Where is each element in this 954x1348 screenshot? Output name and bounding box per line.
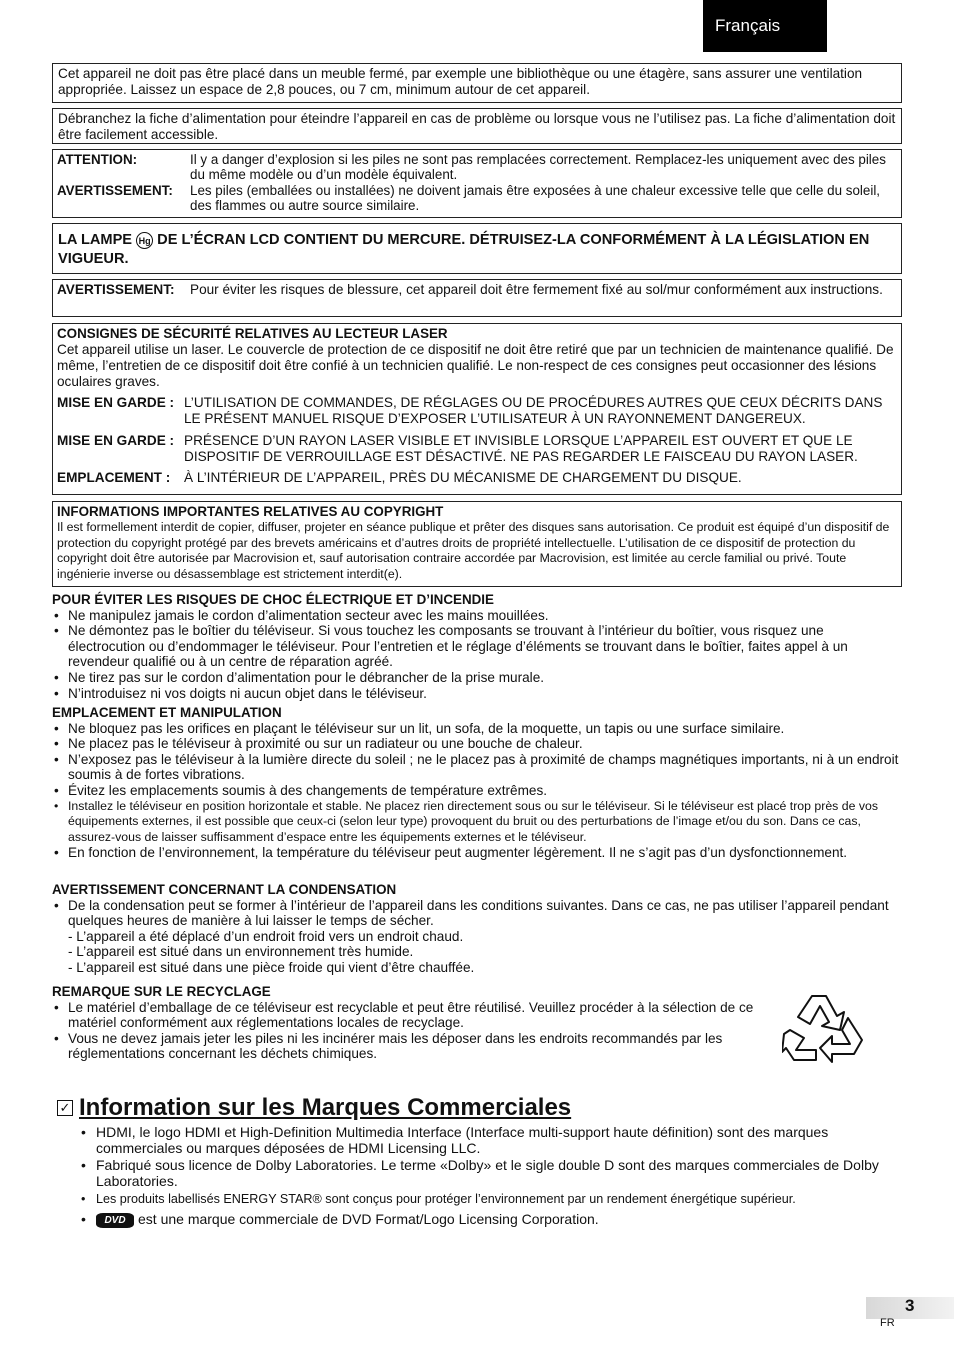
laser-safety-box <box>52 323 902 495</box>
list-item: • Le matériel d’emballage de ce téléviseur est recyclable et peut être réutilisé. Veuillez procéder à la sélection de ce matériel conformément aux réglementations locales de recyclage. <box>52 1000 767 1031</box>
list-item: • N’introduisez ni vos doigts ni aucun objet dans le téléviseur. <box>52 686 902 702</box>
recycling-section <box>52 984 767 1062</box>
shock-title: POUR ÉVITER LES RISQUES DE CHOC ÉLECTRIQUE ET D’INCENDIE <box>52 592 494 607</box>
battery-notice <box>52 149 902 218</box>
trademarks-list <box>80 1124 892 1228</box>
laser-title: CONSIGNES DE SÉCURITÉ RELATIVES AU LECTEUR LASER <box>57 326 448 341</box>
condensation-sub-3: - L’appareil est situé dans une pièce froide qui vient d’être chauffée. <box>68 959 475 975</box>
recycling-title: REMARQUE SUR LE RECYCLAGE <box>52 984 271 999</box>
list-item: • N’exposez pas le téléviseur à la lumière directe du soleil ; ne le placez pas à proximité de champs magnétiques importants, ni à un endroit soumis à de fortes vibrations. <box>52 752 902 783</box>
mercury-hg-icon: Hg <box>136 232 153 249</box>
attention-label: ATTENTION: <box>57 152 138 167</box>
laser-intro: Cet appareil utilise un laser. Le couvercle de protection de ce dispositif ne doit être retiré que par un technicien de maintenance qualifié. De même, l’entretien de ce dispositif doit être confié à un technicien qualifié. Le non-respect de ces consignes peut occasionner des lésions oculaires graves. <box>57 342 894 389</box>
list-item: • Ne démontez pas le boîtier du téléviseur. Si vous touchez les composants se trouvant à l’intérieur du boîtier, vous risquez une électrocution ou d’endommager le téléviseur. Pour l’entretien et le réglage d’éléments se trouvant dans le boîtier, faites appel à un revendeur qualifié ou à un centre de réparation agréé. <box>52 623 902 670</box>
placement-list <box>52 721 902 861</box>
condensation-section <box>52 882 902 976</box>
laser-caution1-row <box>57 395 897 427</box>
list-item: • Vous ne devez jamais jeter les piles ni les incinérer mais les déposer dans les endroits recommandés par les réglementations concernant les déchets chimiques. <box>52 1031 767 1062</box>
shock-section <box>52 592 902 701</box>
laser-location-text: À L’INTÉRIEUR DE L’APPAREIL, PRÈS DU MÉCANISME DE CHARGEMENT DU DISQUE. <box>184 470 742 485</box>
laser-caution1-label: MISE EN GARDE : <box>57 395 175 410</box>
list-item <box>80 1211 892 1228</box>
fixing-warning-row <box>57 282 897 298</box>
recycling-list <box>52 1000 767 1062</box>
list-item: • Ne bloquez pas les orifices en plaçant le téléviseur sur un lit, un sofa, de la moquette, un tapis ou une surface similaire. <box>52 721 902 737</box>
list-item: • Ne tirez pas sur le cordon d’alimentation pour le débrancher de la prise murale. <box>52 670 902 686</box>
mercury-before: LA LAMPE <box>58 232 133 248</box>
fixing-warning-text: Pour éviter les risques de blessure, cet appareil doit être fermement fixé au sol/mur conformément aux instructions. <box>190 282 883 297</box>
language-tab: Français <box>703 0 827 52</box>
list-item: • De la condensation peut se former à l’intérieur de l’appareil dans les conditions suivantes. Dans ce cas, ne pas utiliser l’appareil pendant quelques heures de manière à lui laisser le temps de sécher. <box>52 898 902 929</box>
list-item: • En fonction de l’environnement, la température du téléviseur peut augmenter légèrement. Il ne s’agit pas d’un dysfonctionnement. <box>52 845 902 861</box>
list-item: • Ne manipulez jamais le cordon d’alimentation secteur avec les mains mouillées. <box>52 608 902 624</box>
dvd-logo-icon: DVD <box>96 1213 134 1228</box>
condensation-sub-2: - L’appareil est situé dans un environnement très humide. <box>68 944 414 960</box>
checkbox-icon: ✓ <box>57 1100 73 1116</box>
list-item: • Installez le téléviseur en position horizontale et stable. Ne placez rien directement sous ou sur le téléviseur. Si le téléviseur est placé trop près de vos équipements externes, il est possible que ceux-ci (selon leur type) provoquent du bruit ou des perturbations de l’image et/ou du son. Dans ce cas, assurez-vous de laisser suffisamment d’espace entre les équipements externes et le téléviseur. <box>52 799 902 846</box>
dvd-text: est une marque commerciale de DVD Format/Logo Licensing Corporation. <box>138 1211 599 1228</box>
warning-row <box>57 183 897 214</box>
mercury-after: DE L’ÉCRAN LCD CONTIENT DU MERCURE. DÉTRUISEZ-LA CONFORMÉMENT À LA LÉGISLATION EN VIGUEUR. <box>58 232 870 267</box>
list-item: • Fabriqué sous licence de Dolby Laboratories. Le terme «Dolby» et le sigle double D sont des marques commerciales de Dolby Laboratories. <box>80 1157 892 1190</box>
warning-text: Les piles (emballées ou installées) ne doivent jamais être exposées à une chaleur excessive telle que celle du soleil, des flammes ou autre source similaire. <box>190 182 881 214</box>
copyright-title: INFORMATIONS IMPORTANTES RELATIVES AU COPYRIGHT <box>57 504 444 519</box>
condensation-title: AVERTISSEMENT CONCERNANT LA CONDENSATION <box>52 882 397 897</box>
warning-label: AVERTISSEMENT: <box>57 182 173 198</box>
laser-location-label: EMPLACEMENT : <box>57 470 171 485</box>
laser-caution1-text: L’UTILISATION DE COMMANDES, DE RÉGLAGES OU DE PROCÉDURES AUTRES QUE CEUX DÉCRITS DANS LE PRÉSENT MANUEL RISQUE D’EXPOSER L’UTILISATEUR À UN RAYONNEMENT DANGEREUX. <box>184 395 883 426</box>
recycle-icon <box>782 990 866 1066</box>
list-item: • Évitez les emplacements soumis à des changements de température extrêmes. <box>52 783 902 799</box>
copyright-text: Il est formellement interdit de copier, diffuser, projeter en séance publique et prêter des disques sans autorisation. Ce produit est équipé d’un dispositif de protection du copyright protégé par des brevets américains et d’autres droits de propriété intellectuelle. L’utilisation de ce dispositif de protection du copyright doit être autorisée par Macrovision et, sauf autorisation contraire accordée par Macrovision, est limitée au cercle familial ou privé. Toute ingénierie inverse ou désassemblage est strictement interdit(e). <box>57 519 890 582</box>
shock-list <box>52 608 902 702</box>
language-code: FR <box>880 1317 895 1329</box>
placement-section <box>52 705 902 861</box>
attention-text: Il y a danger d’explosion si les piles ne sont pas remplacées correctement. Remplacez-les uniquement avec des piles du même modèle ou d’un modèle équivalent. <box>190 152 886 183</box>
ventilation-notice: Cet appareil ne doit pas être placé dans un meuble fermé, par exemple une bibliothèque ou une étagère, sans assurer une ventilation appropriée. Laissez un espace de 2,8 pouces, ou 7 cm, minimum autour de cet appareil. <box>52 63 902 103</box>
laser-caution2-row <box>57 433 897 465</box>
power-plug-notice: Débranchez la fiche d’alimentation pour éteindre l’appareil en cas de problème ou lorsque vous ne l’utilisez pas. La fiche d’alimentation doit être facilement accessible. <box>52 108 902 144</box>
trademarks-title-text: Information sur les Marques Commerciales <box>79 1094 572 1121</box>
page-number: 3 <box>905 1296 915 1315</box>
placement-title: EMPLACEMENT ET MANIPULATION <box>52 705 282 720</box>
mercury-notice <box>52 223 902 274</box>
condensation-list <box>52 898 902 929</box>
copyright-box <box>52 501 902 587</box>
laser-caution2-text: PRÉSENCE D’UN RAYON LASER VISIBLE ET INVISIBLE LORSQUE L’APPAREIL EST OUVERT ET QUE LE DISPOSITIF DE VERROUILLAGE EST DÉSACTIVÉ. NE PAS REGARDER LE FAISCEAU DU RAYON LASER. <box>184 433 858 464</box>
attention-row <box>57 152 897 183</box>
list-item: • Les produits labellisés ENERGY STAR® sont conçus pour protéger l’environnement par un rendement énergétique supérieur. <box>80 1191 892 1207</box>
list-item: • HDMI, le logo HDMI et High-Definition Multimedia Interface (Interface multi-support haute définition) sont des marques commerciales ou marques déposées de HDMI Licensing LLC. <box>80 1124 892 1157</box>
condensation-sub-1: - L’appareil a été déplacé d’un endroit froid vers un endroit chaud. <box>68 928 464 944</box>
trademarks-title <box>57 1094 571 1122</box>
list-item: • Ne placez pas le téléviseur à proximité ou sur un radiateur ou une bouche de chaleur. <box>52 736 902 752</box>
laser-location-row <box>57 470 897 486</box>
laser-caution2-label: MISE EN GARDE : <box>57 433 175 448</box>
fixing-warning <box>52 279 902 317</box>
fixing-warning-label: AVERTISSEMENT: <box>57 282 175 297</box>
